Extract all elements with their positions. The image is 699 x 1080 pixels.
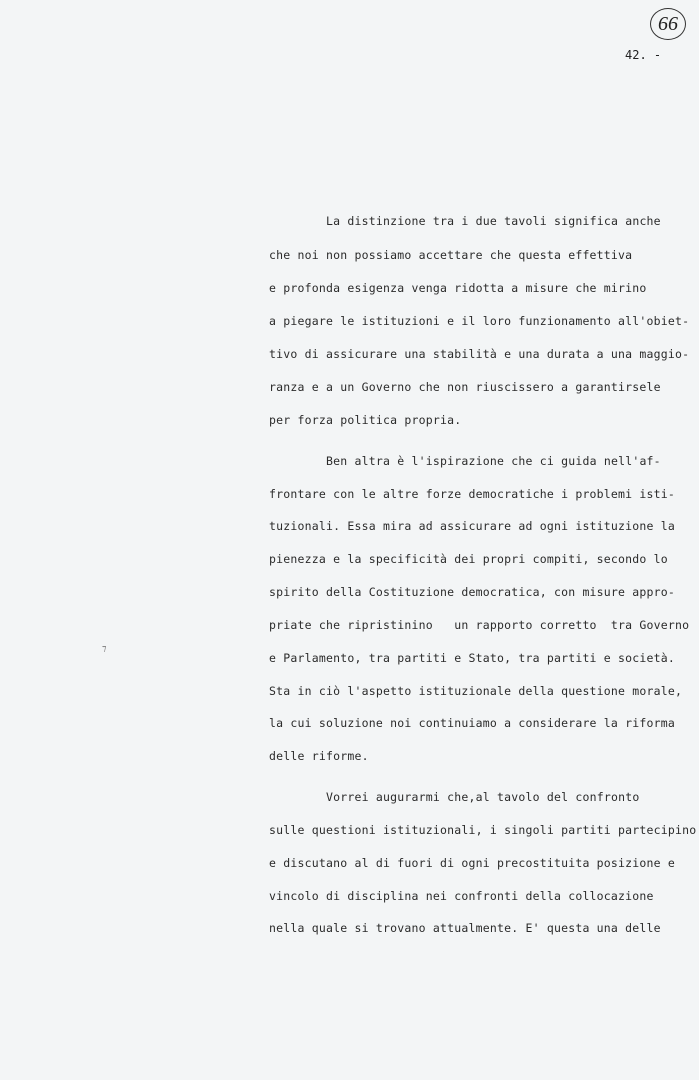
archive-stamp: 66 — [650, 8, 686, 40]
text-line: vincolo di disciplina nei confronti della collocazione — [269, 889, 654, 903]
text-line: priate che ripristinino un rapporto corretto tra Governo — [269, 618, 690, 632]
text-line: ranza e a un Governo che non riuscissero a garantirsele — [269, 380, 661, 394]
text-line: la cui soluzione noi continuiamo a considerare la riforma — [269, 716, 676, 730]
text-line: delle riforme. — [269, 749, 369, 763]
text-line: tivo di assicurare una stabilità e una durata a una maggio- — [269, 347, 690, 361]
text-line: e discutano al di fuori di ogni precostituita posizione e — [269, 856, 676, 870]
text-line: e Parlamento, tra partiti e Stato, tra partiti e società. — [269, 651, 676, 665]
text-line: che noi non possiamo accettare che questa effettiva — [269, 248, 633, 262]
text-line: a piegare le istituzioni e il loro funzionamento all'obiet- — [269, 314, 690, 328]
text-line: nella quale si trovano attualmente. E' questa una delle — [269, 921, 661, 935]
text-line: La distinzione tra i due tavoli significa anche — [326, 214, 661, 228]
text-line: frontare con le altre forze democratiche i problemi isti- — [269, 487, 676, 501]
text-line: pienezza e la specificità dei propri compiti, secondo lo — [269, 552, 668, 566]
text-line: Ben altra è l'ispirazione che ci guida nell'af- — [326, 454, 661, 468]
text-line: e profonda esigenza venga ridotta a misure che mirino — [269, 281, 647, 295]
text-line: sulle questioni istituzionali, i singoli partiti partecipino — [269, 823, 697, 837]
text-line: per forza politica propria. — [269, 413, 462, 427]
text-line: Sta in ciò l'aspetto istituzionale della questione morale, — [269, 684, 683, 698]
text-line: tuzionali. Essa mira ad assicurare ad ogni istituzione la — [269, 519, 676, 533]
margin-mark: ⁊ — [102, 644, 107, 654]
text-line: Vorrei augurarmi che,al tavolo del confronto — [326, 790, 640, 804]
page-number: 42. - — [625, 48, 662, 62]
text-line: spirito della Costituzione democratica, con misure appro- — [269, 585, 676, 599]
